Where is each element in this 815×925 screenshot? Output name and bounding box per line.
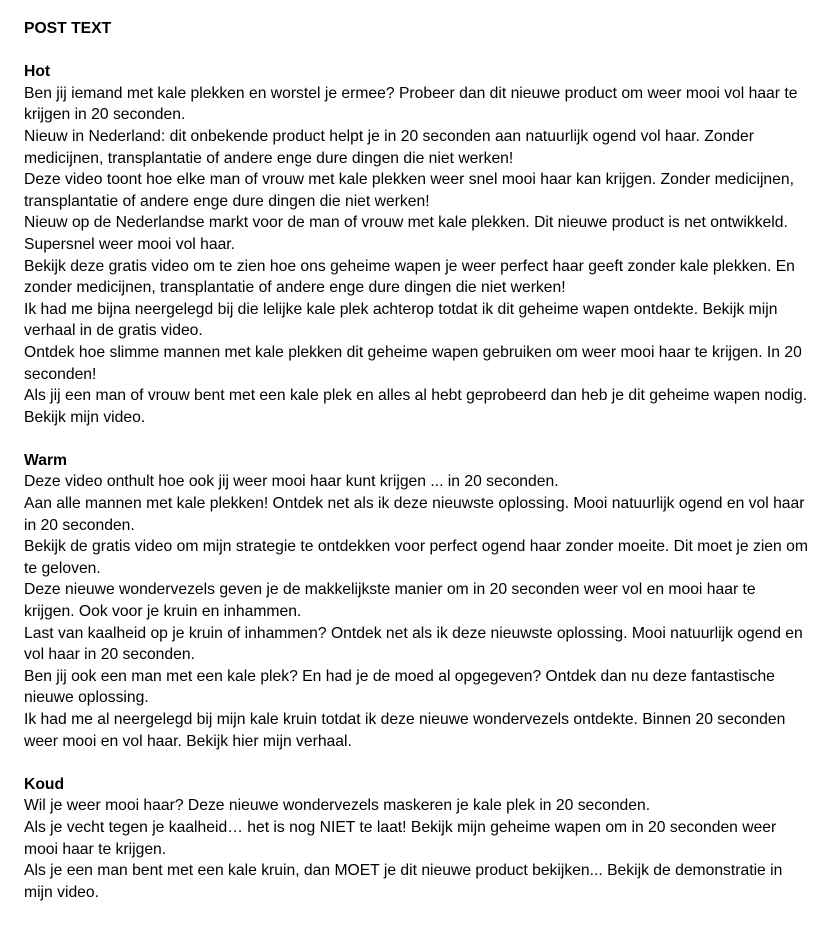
paragraph: Last van kaalheid op je kruin of inhammen? Ontdek net als ik deze nieuwste oplossing. Mooi natuurlijk ogend en vol haar in 20 seconden.: [24, 624, 803, 664]
section-warm: [24, 450, 809, 752]
paragraph: Als je een man bent met een kale kruin, dan MOET je dit nieuwe product bekijken... Bekijk de demonstratie in mijn video.: [24, 862, 783, 901]
paragraph: Wil je weer mooi haar? Deze nieuwe wondervezels maskeren je kale plek in 20 seconden.: [24, 797, 651, 815]
section-heading-warm: Warm: [24, 451, 68, 469]
paragraph: Bekijk deze gratis video om te zien hoe ons geheime wapen je weer perfect haar geeft zonder kale plekken. En zonder medicijnen, transplantatie of andere enge dure dingen die niet werken!: [24, 257, 795, 297]
paragraph: Nieuw op de Nederlandse markt voor de man of vrouw met kale plekken. Dit nieuwe product is net ontwikkeld. Supersnel weer mooi vol haar.: [24, 214, 788, 253]
section-hot: [24, 61, 809, 428]
document-body[interactable]: [24, 18, 809, 925]
section-heading-koud: Koud: [24, 775, 65, 793]
paragraph: Bekijk de gratis video om mijn strategie te ontdekken voor perfect ogend haar zonder moeite. Dit moet je zien om te geloven.: [24, 538, 808, 577]
paragraph: Ben jij iemand met kale plekken en worstel je ermee? Probeer dan dit nieuwe product om weer mooi vol haar te krijgen in 20 seconden.: [24, 84, 798, 124]
paragraph-with-cursor: [24, 299, 809, 342]
paragraph: Ontdek hoe slimme mannen met kale plekken dit geheime wapen gebruiken om weer mooi haar te krijgen. In 20 seconden!: [24, 343, 802, 383]
paragraph: Aan alle mannen met kale plekken! Ontdek net als ik deze nieuwste oplossing. Mooi natuurlijk ogend en vol haar in 20 seconden.: [24, 495, 805, 534]
paragraph: Deze video onthult hoe ook jij weer mooi haar kunt krijgen ... in 20 seconden.: [24, 473, 559, 491]
paragraph: Deze nieuwe wondervezels geven je de makkelijkste manier om in 20 seconden weer vol en mooi haar te krijgen. Ook voor je kruin en inhammen.: [24, 581, 756, 621]
paragraph: Deze video toont hoe elke man of vrouw met kale plekken weer snel mooi haar kan krijgen. Zonder medicijnen, transplantatie of andere enge dure dingen die niet werken!: [24, 171, 794, 210]
paragraph: Als je vecht tegen je kaalheid… het is nog NIET te laat! Bekijk mijn geheime wapen om in 20 seconden weer mooi haar te krijgen.: [24, 818, 777, 858]
paragraph: Ik had me al neergelegd bij mijn kale kruin totdat ik deze nieuwe wondervezels ontdekte. Binnen 20 seconden weer mooi en vol haar. Bekijk hier mijn verhaal.: [24, 711, 786, 750]
paragraph: Nieuw in Nederland: dit onbekende product helpt je in 20 seconden aan natuurlijk ogend vol haar. Zonder medicijnen, transplantatie of andere enge dure dingen die niet werken!: [24, 127, 754, 167]
paragraph-text: Ik had me bijna neergelegd bij die lelijke kale plek achterop totdat ik dit geheime wapen ontdekte. Bekijk mijn verhaal in de gratis video.: [24, 300, 778, 340]
section-heading-hot: Hot: [24, 63, 51, 81]
paragraph: Als jij een man of vrouw bent met een kale plek en alles al hebt geprobeerd dan heb je dit geheime wapen nodig. Bekijk mijn video.: [24, 387, 808, 426]
paragraph: Ben jij ook een man met een kale plek? En had je de moed al opgegeven? Ontdek dan nu deze fantastische nieuwe oplossing.: [24, 667, 775, 707]
section-koud: [24, 774, 809, 904]
document-title: POST TEXT: [24, 20, 112, 37]
